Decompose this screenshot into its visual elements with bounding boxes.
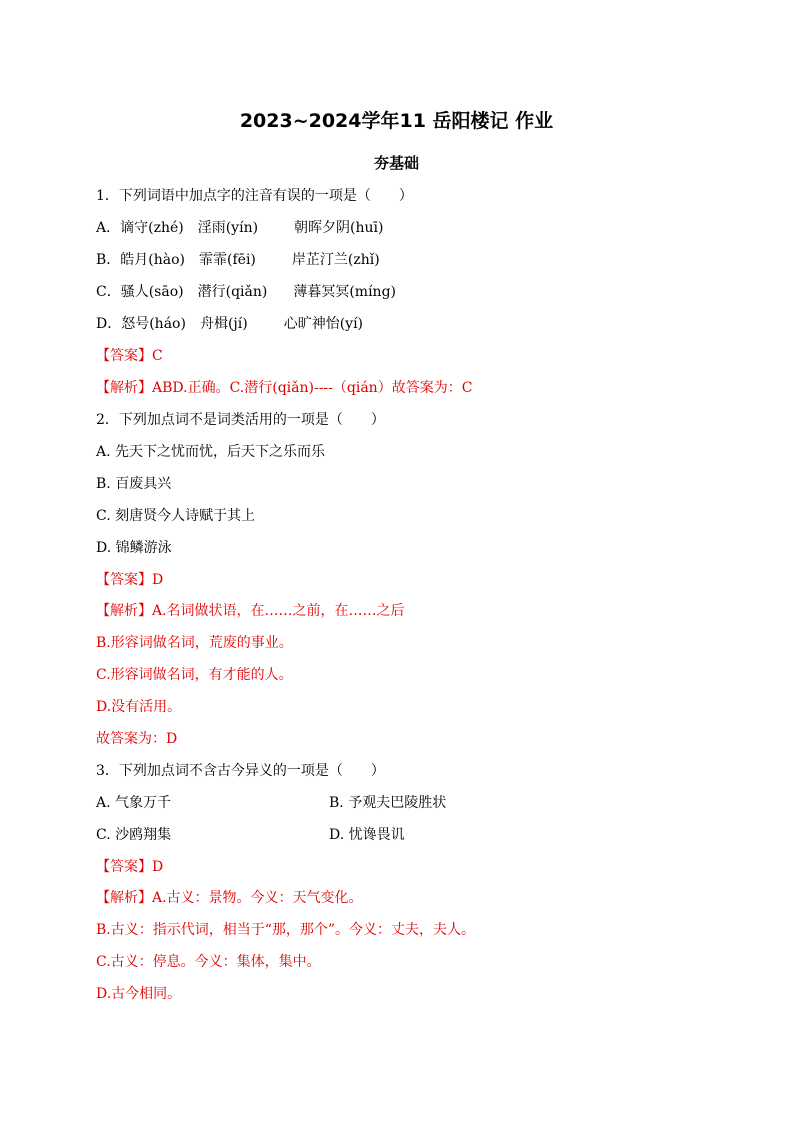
option-c-part-2: 潜行(qiǎn)	[197, 284, 268, 300]
question-3-option-c: C. 沙鸥翔集	[96, 827, 172, 843]
question-3-analysis-line: D.古今相同。	[96, 986, 182, 1002]
question-1-stem: 1．下列词语中加点字的注音有误的一项是（ ）	[96, 188, 413, 204]
question-2-option-b: B. 百废具兴	[96, 476, 172, 492]
option-d-part-2: 舟楫(jí)	[199, 316, 248, 332]
question-3-analysis-line: C.古义：停息。今义：集体，集中。	[96, 954, 321, 970]
question-3-analysis-line: B.古义：指示代词，相当于“那，那个”。今义：丈夫，夫人。	[96, 922, 476, 938]
question-1-analysis: 【解析】ABD.正确。C.潜行(qiǎn)----（qián）故答案为：C	[96, 380, 473, 396]
question-2-analysis-line: 故答案为：D	[96, 731, 178, 747]
question-1-option-b	[96, 251, 380, 269]
question-2-option-c: C. 刻唐贤今人诗赋于其上	[96, 508, 256, 524]
question-2-analysis-line: 【解析】A.名词做状语，在……之前，在……之后	[96, 603, 405, 619]
section-heading: 夯基础	[373, 154, 419, 172]
option-a-part-3: 朝晖夕阴(huī)	[294, 220, 384, 236]
question-1-option-d	[96, 315, 363, 333]
question-2-stem: 2．下列加点词不是词类活用的一项是（ ）	[96, 412, 385, 428]
question-3-stem: 3．下列加点词不含古今异义的一项是（ ）	[96, 763, 385, 779]
question-2-answer: 【答案】D	[96, 572, 164, 588]
question-2-option-a: A. 先天下之忧而忧，后天下之乐而乐	[96, 444, 326, 460]
option-c-part-1: C．骚人(sāo)	[96, 284, 184, 300]
option-b-part-1: B．皓月(hào)	[96, 252, 186, 268]
question-2-analysis-line: C.形容词做名词，有才能的人。	[96, 667, 293, 683]
question-3-option-b: B. 予观夫巴陵胜状	[329, 795, 447, 811]
question-3-option-d: D. 忧谗畏讥	[329, 827, 405, 843]
option-d-part-3: 心旷神怡(yí)	[283, 316, 364, 332]
option-d-part-1: D．怒号(háo)	[96, 316, 186, 332]
question-2-analysis-line: B.形容词做名词，荒废的事业。	[96, 635, 293, 651]
question-1-answer: 【答案】C	[96, 348, 163, 364]
option-b-part-3: 岸芷汀兰(zhǐ)	[291, 252, 380, 268]
question-1-option-a	[96, 219, 383, 237]
question-3-option-a: A. 气象万千	[96, 795, 172, 811]
option-a-part-2: 淫雨(yín)	[197, 220, 259, 236]
question-3-analysis-line: 【解析】A.古义：景物。今义：天气变化。	[96, 890, 363, 906]
option-c-part-3: 薄暮冥冥(míng)	[293, 284, 396, 300]
option-b-part-2: 霏霏(fēi)	[199, 252, 256, 268]
option-a-part-1: A．谪守(zhé)	[96, 220, 184, 236]
page-title: 2023~2024学年11 岳阳楼记 作业	[239, 110, 554, 132]
question-2-analysis-line: D.没有活用。	[96, 699, 182, 715]
question-1-option-c	[96, 283, 396, 301]
question-3-answer: 【答案】D	[96, 859, 164, 875]
question-2-option-d: D. 锦鳞游泳	[96, 540, 172, 556]
